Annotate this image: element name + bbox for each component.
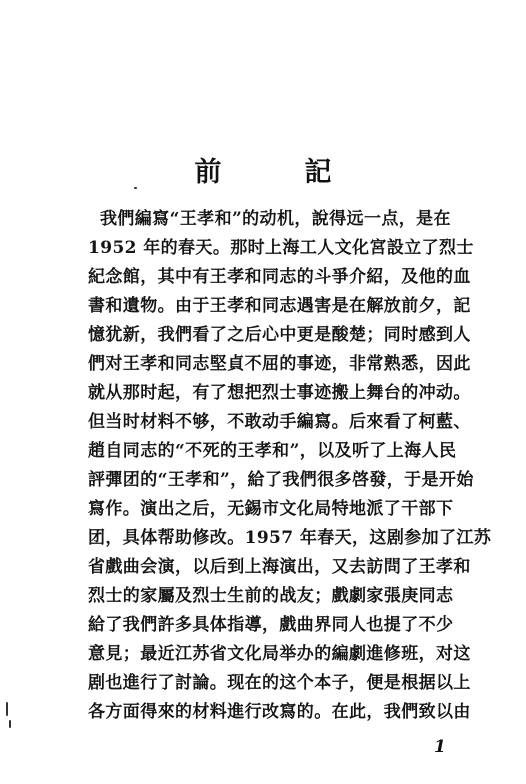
- text-line: 烈士的家屬及烈士生前的战友；戲劇家張庚同志: [88, 586, 454, 606]
- text-line: 省戲曲会演，以后到上海演出，又去訪問了王孝和: [88, 557, 471, 577]
- scan-speck: [134, 187, 137, 189]
- page-number: 1: [434, 737, 446, 757]
- text-line: 各方面得來的材料進行改寫的。在此，我們致以由: [88, 702, 471, 722]
- text-line: 書和遺物。由于王孝和同志遇害是在解放前夕，記: [88, 296, 471, 316]
- text-line: 我們編寫“王孝和”的动机，說得远一点，是在: [100, 209, 451, 229]
- text-line: 剧也進行了討論。现在的这个本子，便是根据以上: [88, 673, 471, 693]
- text-line: 評彈团的“王孝和”，給了我們很多啓發，于是开始: [88, 470, 474, 490]
- text-line: 憶犹新，我們看了之后心中更是酸楚；同时感到人: [88, 325, 471, 345]
- text-line: 但当时材料不够，不敢动手編寫。后來看了柯藍、: [88, 412, 471, 432]
- text-line: 1952 年的春天。那时上海工人文化宮設立了烈士: [88, 238, 474, 258]
- text-line: 給了我們許多具体指導，戲曲界同人也提了不少: [88, 615, 454, 635]
- text-line: 就从那时起，有了想把烈士事迹搬上舞台的冲动。: [88, 383, 471, 403]
- text-line: 趙自同志的“不死的王孝和”，以及听了上海人民: [88, 441, 457, 461]
- text-line: 們对王孝和同志堅貞不屈的事迹，非常熟悉，因此: [88, 354, 471, 374]
- text-line: 紀念館，其中有王孝和同志的斗爭介紹，及他的血: [88, 267, 471, 287]
- text-line: 团，具体帮助修改。1957 年春天，这剧参加了江苏: [88, 528, 492, 548]
- scan-speck: [9, 720, 11, 728]
- body-text: [88, 205, 492, 727]
- text-line: 寫作。演出之后，无錫市文化局特地派了干部下: [88, 499, 454, 519]
- scan-speck: [6, 702, 8, 716]
- page-title: 前 記: [194, 157, 360, 188]
- text-line: 意見；最近江苏省文化局举办的編劇進修班，对这: [88, 644, 471, 664]
